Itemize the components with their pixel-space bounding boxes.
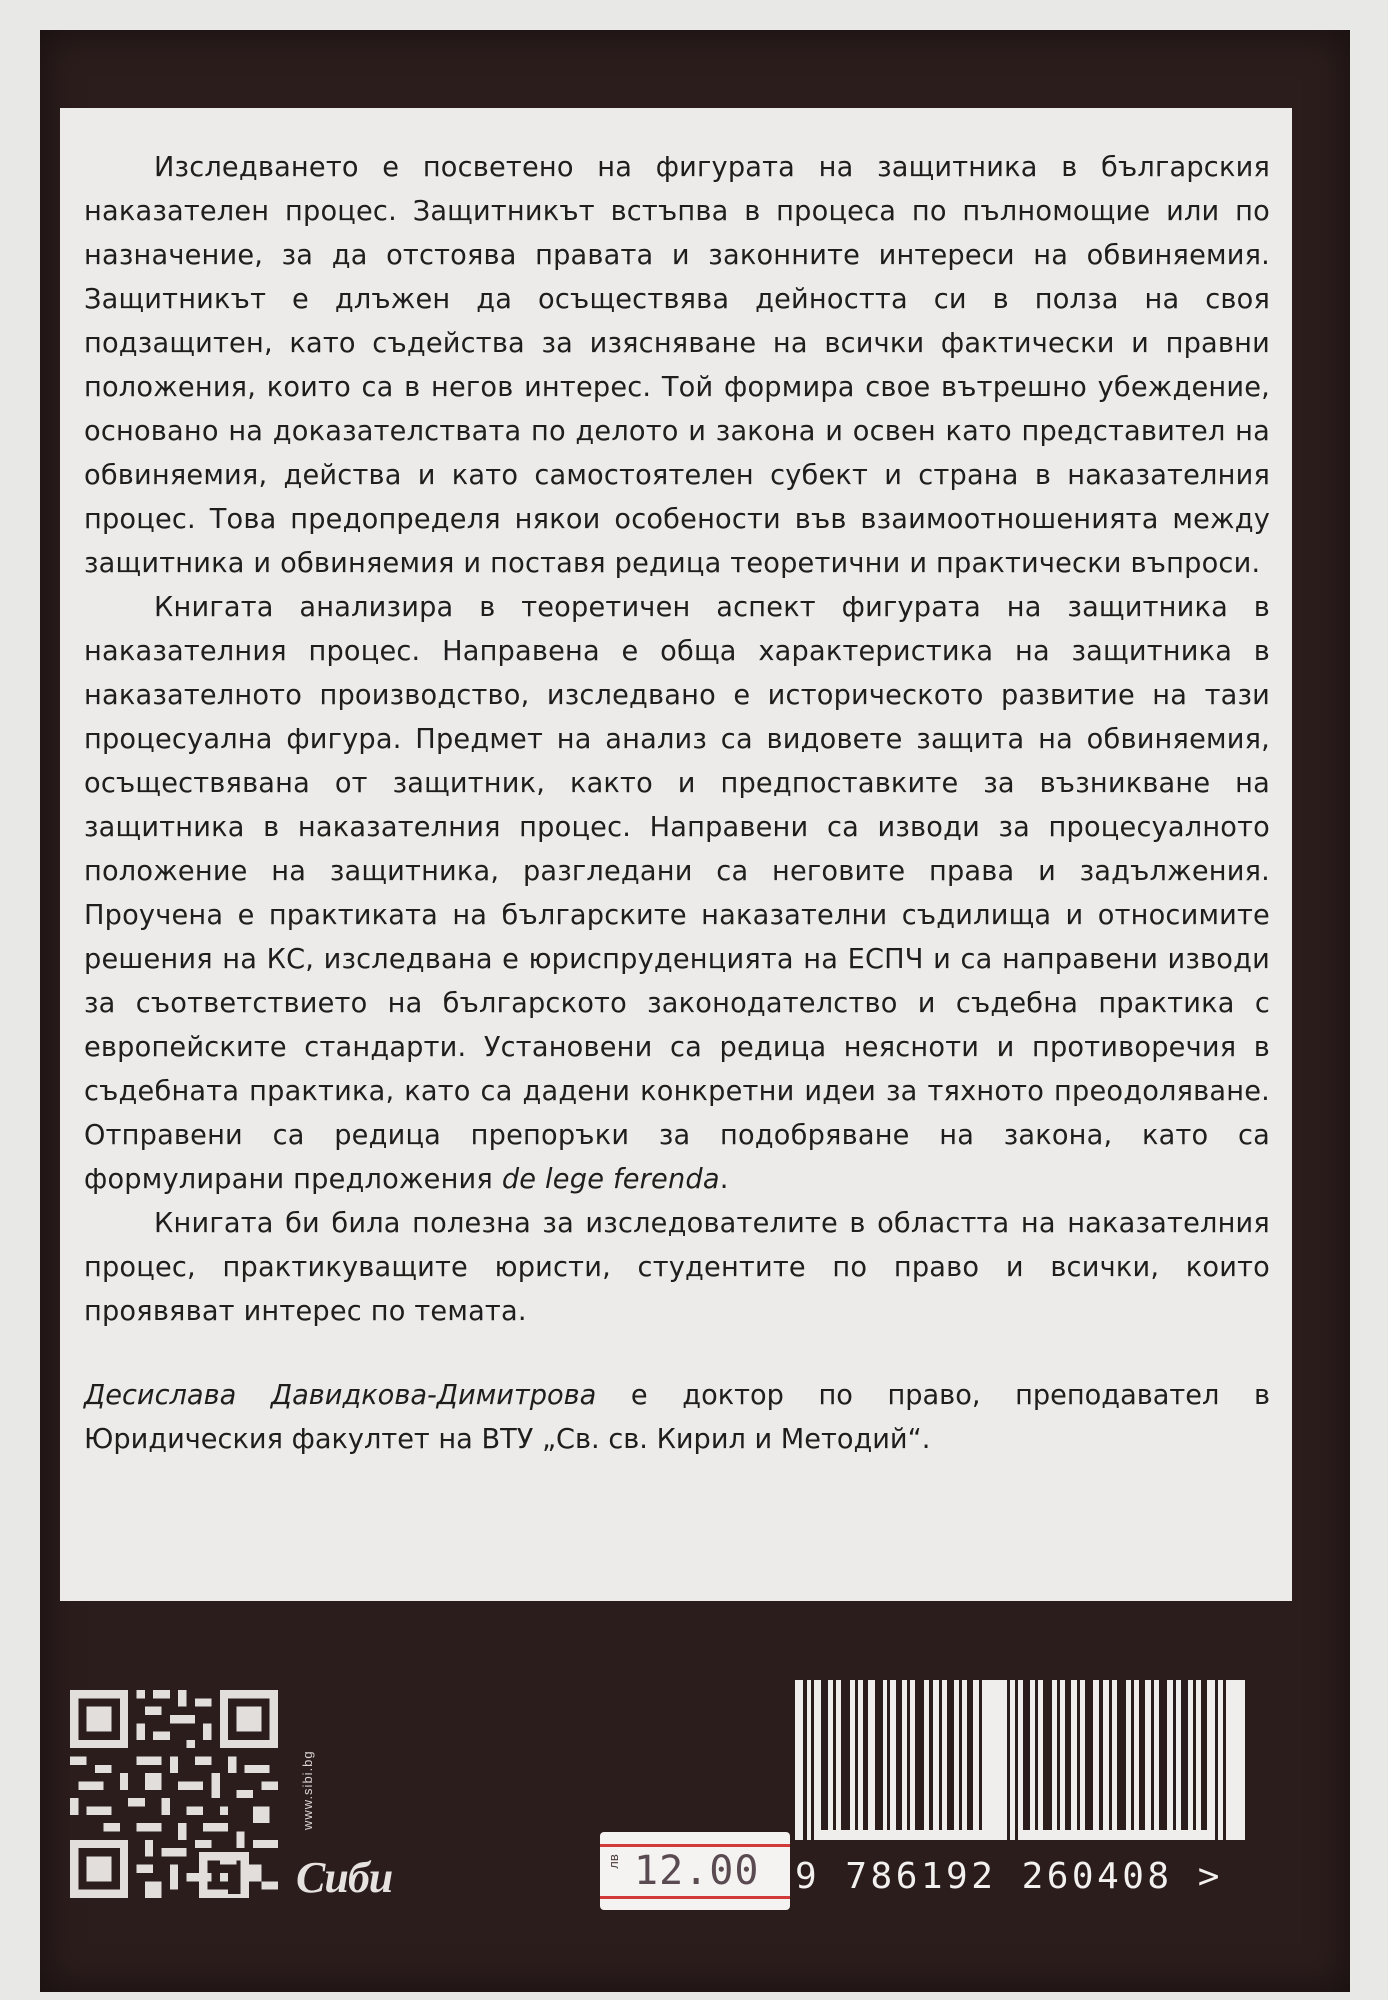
sticker-stripe-bottom (600, 1896, 790, 1899)
isbn-barcode (795, 1680, 1245, 1840)
blurb-panel (60, 108, 1292, 1601)
price-sticker (600, 1832, 790, 1910)
qr-code (70, 1690, 278, 1898)
blurb-paragraph-2-text: Книгата анализира в теоретичен аспект фигурата на защитника в наказателния процес. Направена е обща характеристика на защитника в наказателното производство, изследвано е историческото развитие на тази процесуална фигура. Предмет на анализ са видовете защита на обвиняемия, осъществявана от защитник, както и предпоставките за възникване на защитника в наказателния процес. Направени са изводи за процесуалното положение на защитника, разгледани са неговите права и задължения. Проучена е практиката на българските наказателни съдилища и относимите решения на КС, изследвана е юриспруденцията на ЕСПЧ и са направени изводи за съответствието на българското законодателство и съдебна практика с европейските стандарти. Установени са редица неясноти и противоречия в съдебната практика, като са дадени конкретни идеи за тяхното преодоляване. Отправени са редица препоръки за подобряване на закона, като са формулирани предложения (84, 592, 1270, 1195)
latin-phrase-end: . (719, 1164, 729, 1195)
price-value: 12.00 (634, 1848, 760, 1894)
publisher-website: www.sibi.bg (300, 1750, 315, 1830)
isbn-digits: 9 786192 260408 > (795, 1856, 1223, 1897)
price-unit: лв (605, 1854, 621, 1869)
author-bio (84, 1374, 1270, 1462)
author-bio-text: е доктор по право, преподавател в Юридическия факултет на ВТУ „Св. св. Кирил и Методий“. (84, 1380, 1270, 1455)
blurb-paragraph-2 (84, 586, 1270, 1202)
author-name: Десислава Давидкова-Димитрова (84, 1380, 597, 1411)
latin-phrase: de lege ferenda (501, 1164, 720, 1195)
sticker-stripe-top (600, 1844, 790, 1847)
blurb-paragraph-3: Книгата би била полезна за изследователите в областта на наказателния процес, практикуващите юристи, студентите по право и всички, които проявяват интерес по темата. (84, 1208, 1270, 1327)
blurb-paragraph-1: Изследването е посветено на фигурата на защитника в българския наказателен процес. Защитникът встъпва в процеса по пълномощие или по назначение, за да отстоява правата и законните интереси на обвиняемия. Защитникът е длъжен да осъществява дейността си в полза на своя подзащитен, като съдейства за изясняване на всички фактически и правни положения, които са в негов интерес. Той формира свое вътрешно убеждение, основано на доказателствата по делото и закона и освен като представител на обвиняемия, действа и като самостоятелен субект и страна в наказателния процес. Това предопределя някои особености във взаимоотношенията между защитника и обвиняемия и поставя редица теоретични и практически въпроси. (84, 152, 1270, 579)
publisher-logo: Сиби (296, 1853, 393, 1902)
